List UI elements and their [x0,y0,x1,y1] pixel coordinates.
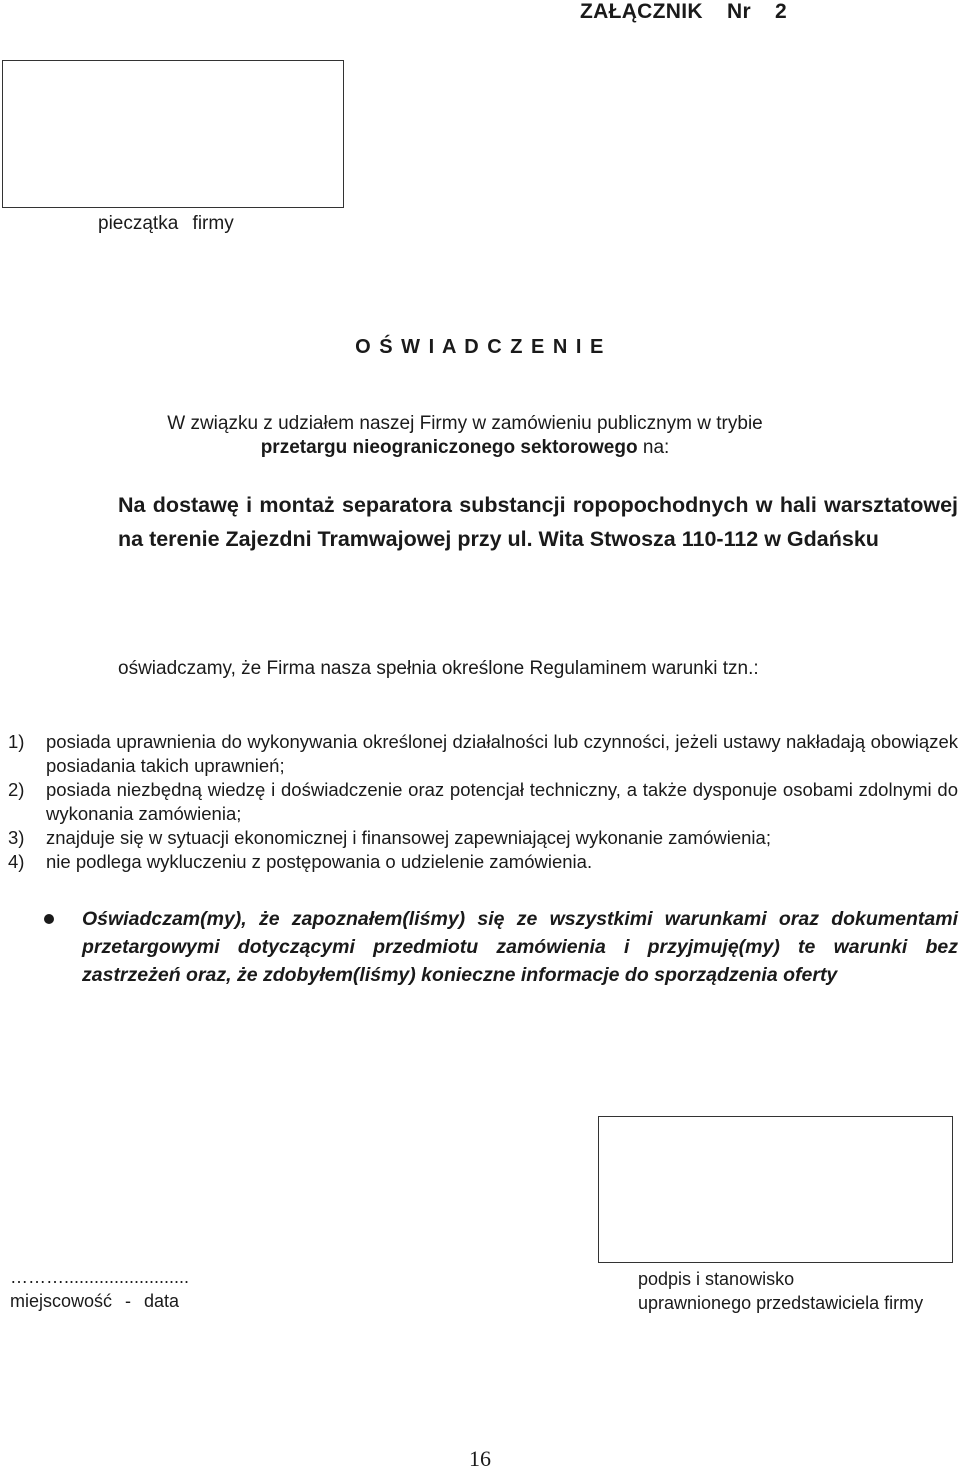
item-number: 3) [8,827,25,848]
list-item [8,850,958,874]
item-text: znajduje się w sytuacji ekonomicznej i finansowej zapewniającej wykonanie zamówienia; [46,827,771,848]
intro-line-2 [0,436,930,460]
tender-mode: przetargu nieograniczonego sektorowego [260,437,638,458]
place-date-label: miejscowość - data [10,1291,180,1311]
declaration-line: oświadczamy, że Firma nasza spełnia określone Regulaminem warunki tzn.: [118,658,759,679]
list-item [8,826,958,850]
item-number: 4) [8,851,25,872]
signature-box [598,1116,953,1263]
page-number: 16 [469,1446,491,1471]
list-item [8,778,958,826]
intro-line-1: W związku z udziałem naszej Firmy w zamówieniu publicznym w trybie [167,413,763,434]
contract-subject: Na dostawę i montaż separatora substancji ropopochodnych w hali warsztatowej na terenie Zajezdni Tramwajowej przy ul. Wita Stwosza 110-112 w Gdańsku [118,493,958,551]
signature-label [638,1267,923,1315]
intro-line-2-rest: na: [637,437,670,458]
place-date-dots: ………......................... [10,1267,190,1287]
item-text: nie podlega wykluczeniu z postępowania o udzielenie zamówienia. [46,851,593,872]
acceptance-statement: Oświadczam(my), że zapoznałem(liśmy) się ze wszystkimi warunkami oraz dokumentami przetargowymi dotyczącymi przedmiotu zamówienia i przyjmuję(my) te warunki bez zastrzeżeń oraz, że zdobyłem(liśmy) konieczne informacje do sporządzenia oferty [82,908,958,986]
intro-paragraph [0,412,930,460]
company-stamp-label: pieczątka firmy [98,213,234,234]
item-number: 1) [8,731,25,752]
item-text: posiada uprawnienia do wykonywania określonej działalności lub czynności, jeżeli ustawy nakładają obowiązek posiadania takich uprawnień; [46,731,958,776]
item-text: posiada niezbędną wiedzę i doświadczenie oraz potencjał techniczny, a także dysponuje osobami zdolnymi do wykonania zamówienia; [46,779,958,824]
document-title: O Ś W I A D C Z E N I E [355,336,605,358]
signature-label-line-1: podpis i stanowisko [638,1269,795,1289]
bullet-icon [44,914,54,924]
company-stamp-box [2,60,344,208]
attachment-header: ZAŁĄCZNIK Nr 2 [580,0,788,23]
signature-label-line-2: uprawnionego przedstawiciela firmy [638,1293,924,1313]
requirements-list [8,730,958,874]
list-item [8,730,958,778]
item-number: 2) [8,779,25,800]
